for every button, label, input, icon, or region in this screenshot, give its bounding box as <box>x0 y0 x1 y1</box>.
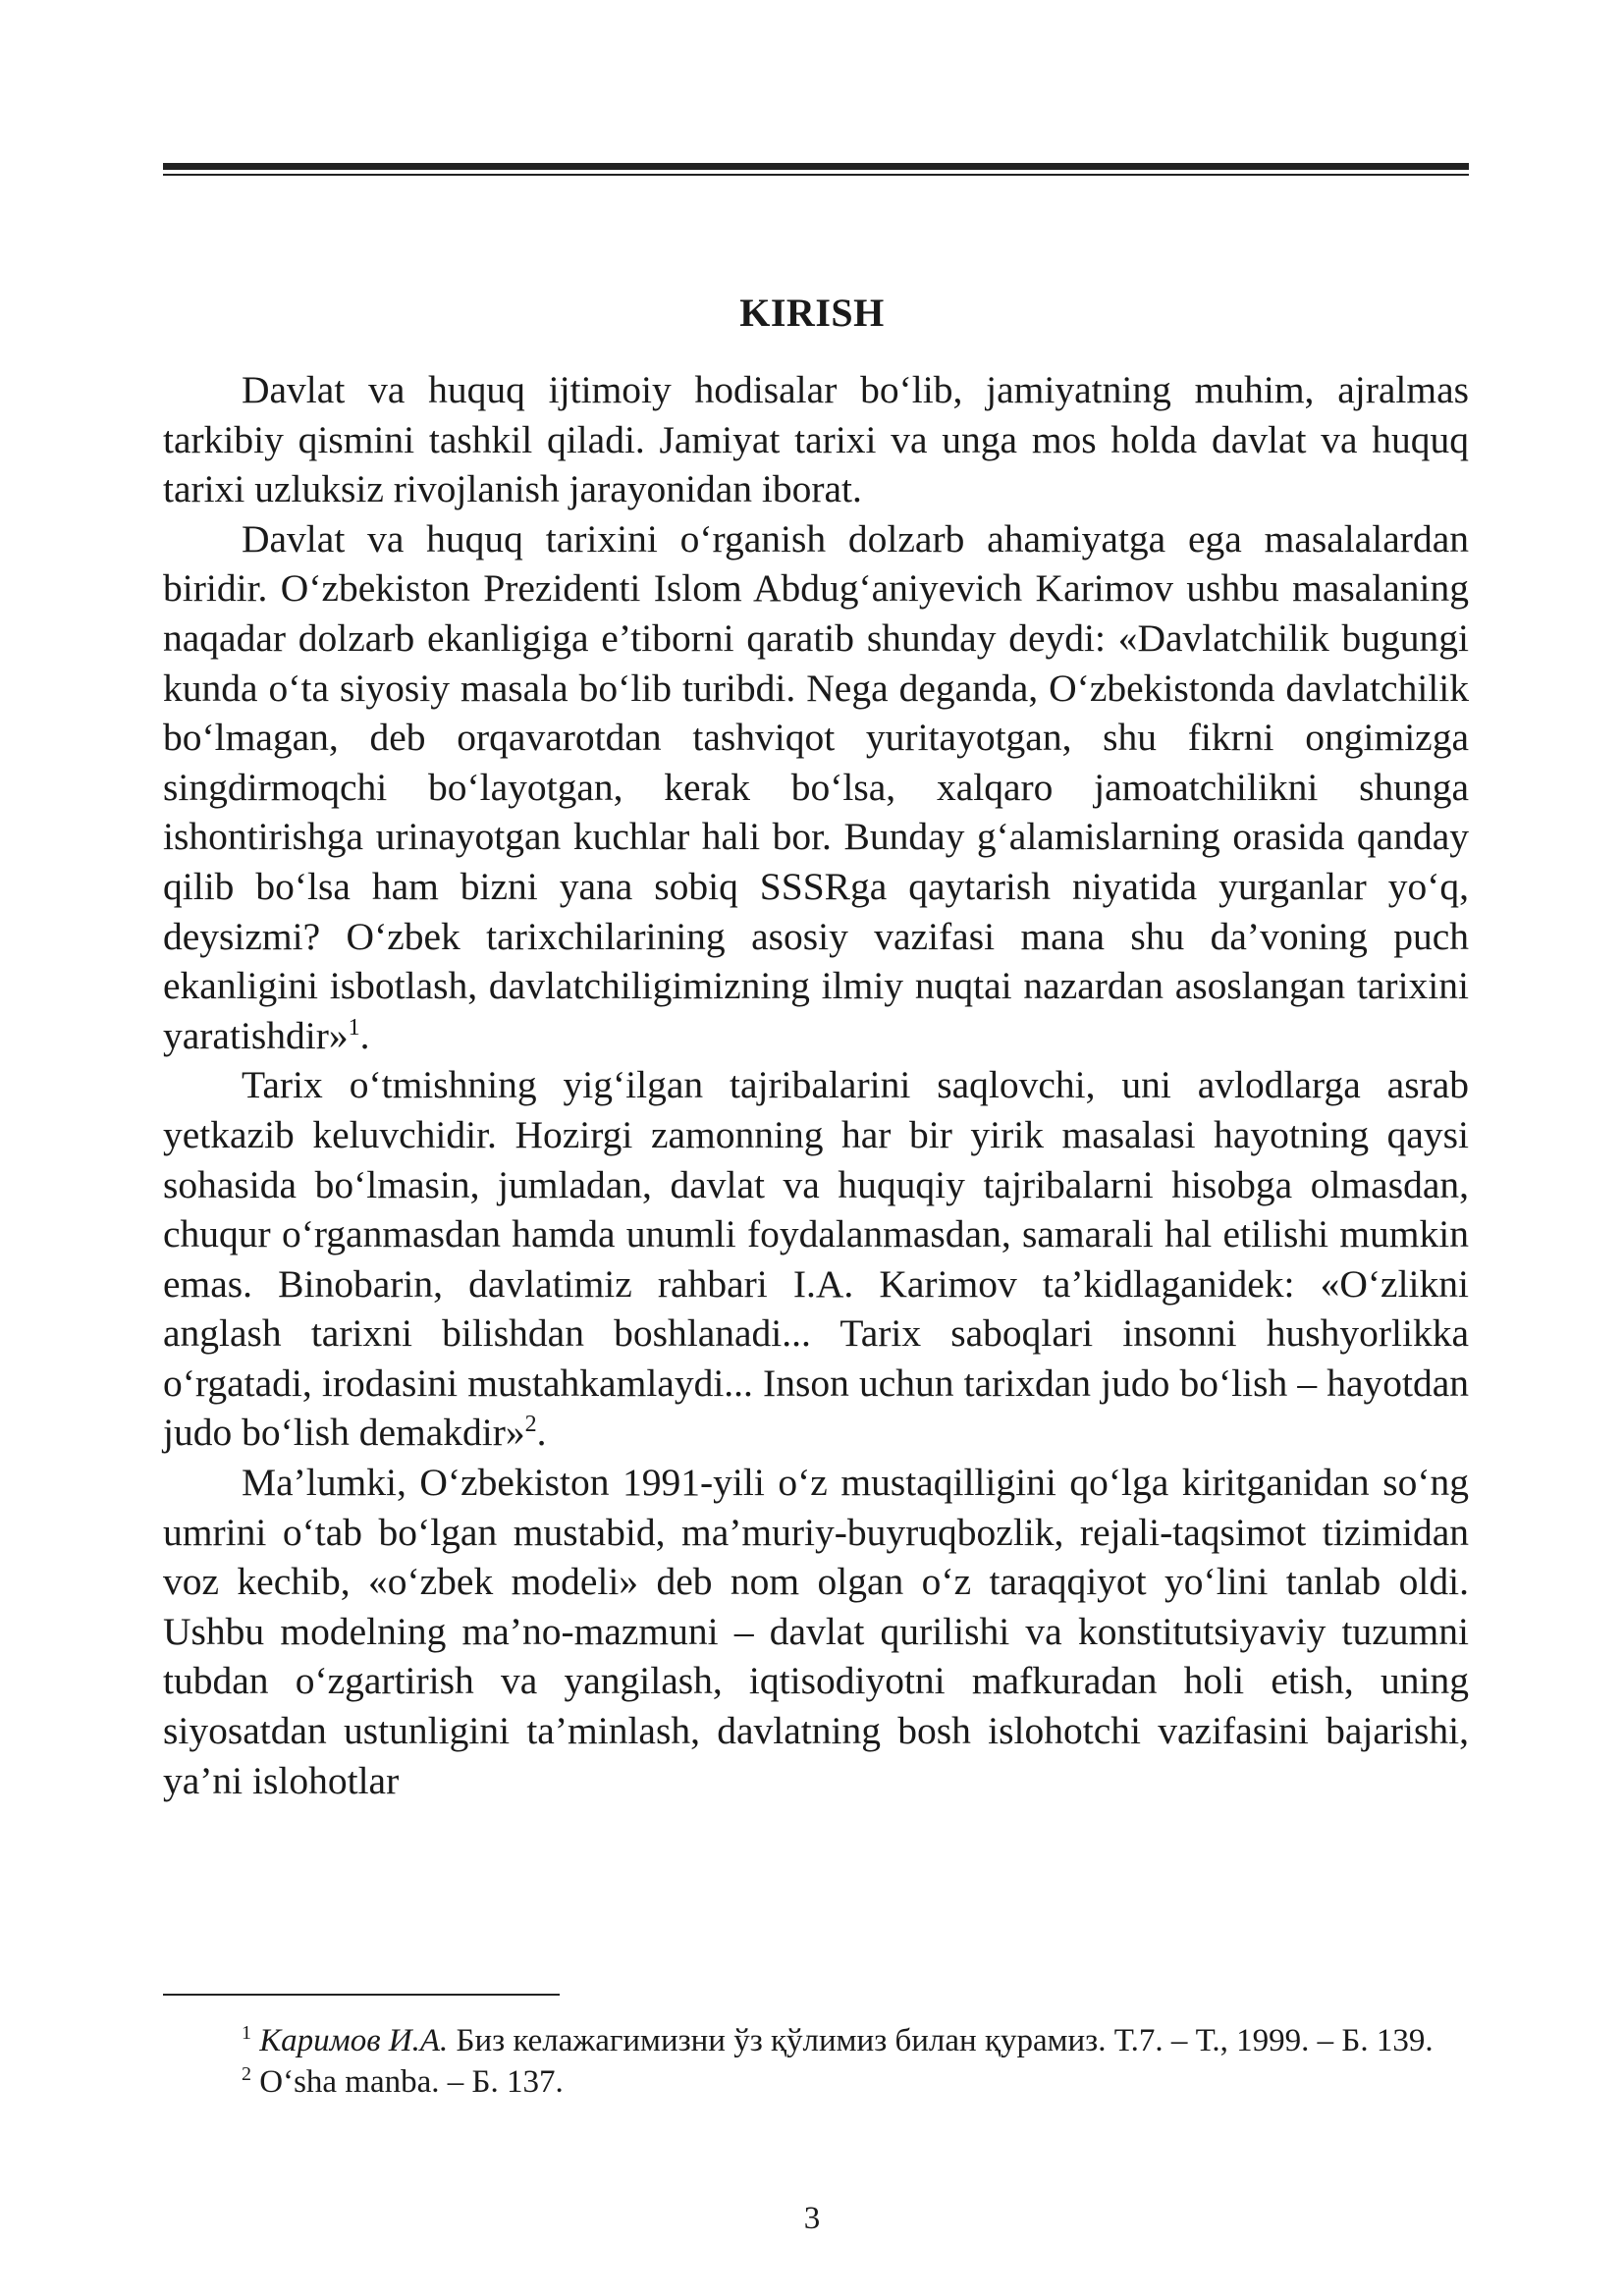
chapter-title: KIRISH <box>739 290 885 335</box>
footnote <box>163 2020 1469 2061</box>
footnote-ref[interactable]: 1 <box>348 1014 360 1041</box>
paragraph: Ma’lumki, O‘zbekiston 1991-yili o‘z mustaqilligini qo‘lga kiritganidan so‘ng umrini o‘tab bo‘lgan mustabid, ma’muriy-buyruqbozlik, rejali-taqsimot tizimidan voz kechib, «o‘zbek modeli» deb nom olgan o‘z taraqqiyot yo‘lini tanlab oldi. Ushbu modelning ma’no-mazmuni – davlat qurilishi va konstitutsiyaviy tuzumni tubdan o‘zgartirish va yangilash, iqtisodiyotni mafkuradan holi etish, uning siyosatdan ustunligini ta’minlash, davlatning bosh islohotchi vazifasini bajarishi, ya’ni islohotlar <box>163 1461 1469 1802</box>
footnotes <box>163 2020 1469 2103</box>
header-rule-thin <box>163 174 1469 176</box>
body-text <box>163 365 1469 1805</box>
footnote-author: Каримов И.А. <box>259 2023 449 2058</box>
footnote-ref[interactable]: 2 <box>524 1412 537 1438</box>
paragraph: Davlat va huquq ijtimoiy hodisalar bo‘lib, jamiyatning muhim, ajralmas tarkibiy qismini tashkil qiladi. Jamiyat tarixi va unga mos holda davlat va huquq tarixi uzluksiz rivojlanish jarayonidan iborat. <box>163 368 1469 511</box>
paragraph: Davlat va huquq tarixini o‘rganish dolzarb ahamiyatga ega masalalardan biridir. O‘zbekiston Prezidenti Islom Abdug‘aniyevich Karimov ushbu masalaning naqadar dolzarb ekanligiga e’tiborni qaratib shunday deydi: «Davlatchilik bugungi kunda o‘ta siyosiy masala bo‘lib turibdi. Nega deganda, O‘zbekistonda davlatchilik bo‘lmagan, deb orqavarotdan tashviqot yuritayotgan, shu fikrni ongimizga singdirmoqchi bo‘layotgan, kerak bo‘lsa, xalqaro jamoatchilikni shunga ishontirishga urinayotgan kuchlar hali bor. Bunday g‘alamislarning orasida qanday qilib bo‘lsa ham bizni yana sobiq SSSRga qaytarish niyatida yurganlar yo‘q, deysizmi? O‘zbek tarixchilarining asosiy vazifasi mana shu da’voning puch ekanligini isbotlash, davlatchiligimizning ilmiy nuqtai nazardan asoslangan tarixini yaratishdir»$^1$. <box>163 516 1469 1057</box>
footnote-text: O‘sha manba. – Б. 137. <box>251 2064 564 2100</box>
page-number: 3 <box>803 2201 821 2236</box>
footnote <box>163 2061 1469 2103</box>
footnote-separator <box>163 1994 560 1996</box>
footnote-mark: 1 <box>242 2022 251 2044</box>
footnote-mark: 2 <box>242 2063 251 2085</box>
paragraph: Tarix o‘tmishning yig‘ilgan tajribalarini saqlovchi, uni avlodlarga asrab yetkazib keluvchidir. Hozirgi zamonning har bir yirik masalasi hayotning qaysi sohasida bo‘lmasin, jumladan, davlat va huquqiy tajribalarni hisobga olmasdan, chuqur o‘rganmasdan hamda unumli foydalanmasdan, samarali hal etilishi mumkin emas. Binobarin, davlatimiz rahbari I.A. Karimov ta’kidlaganidek: «O‘zlikni anglash tarixni bilishdan boshlanadi... Tarix saboqlari insonni hushyorlikka o‘rgatadi, irodasini mustahkamlaydi... Inson uchun tarixdan judo bo‘lish – hayotdan judo bo‘lish demakdir»$^2$. <box>163 1063 1469 1455</box>
header-rule-thick <box>163 163 1469 170</box>
footnote-text: Биз келажагимизни ўз қўлимиз билан қурамиз. Т.7. – Т., 1999. – Б. 139. <box>448 2023 1434 2058</box>
